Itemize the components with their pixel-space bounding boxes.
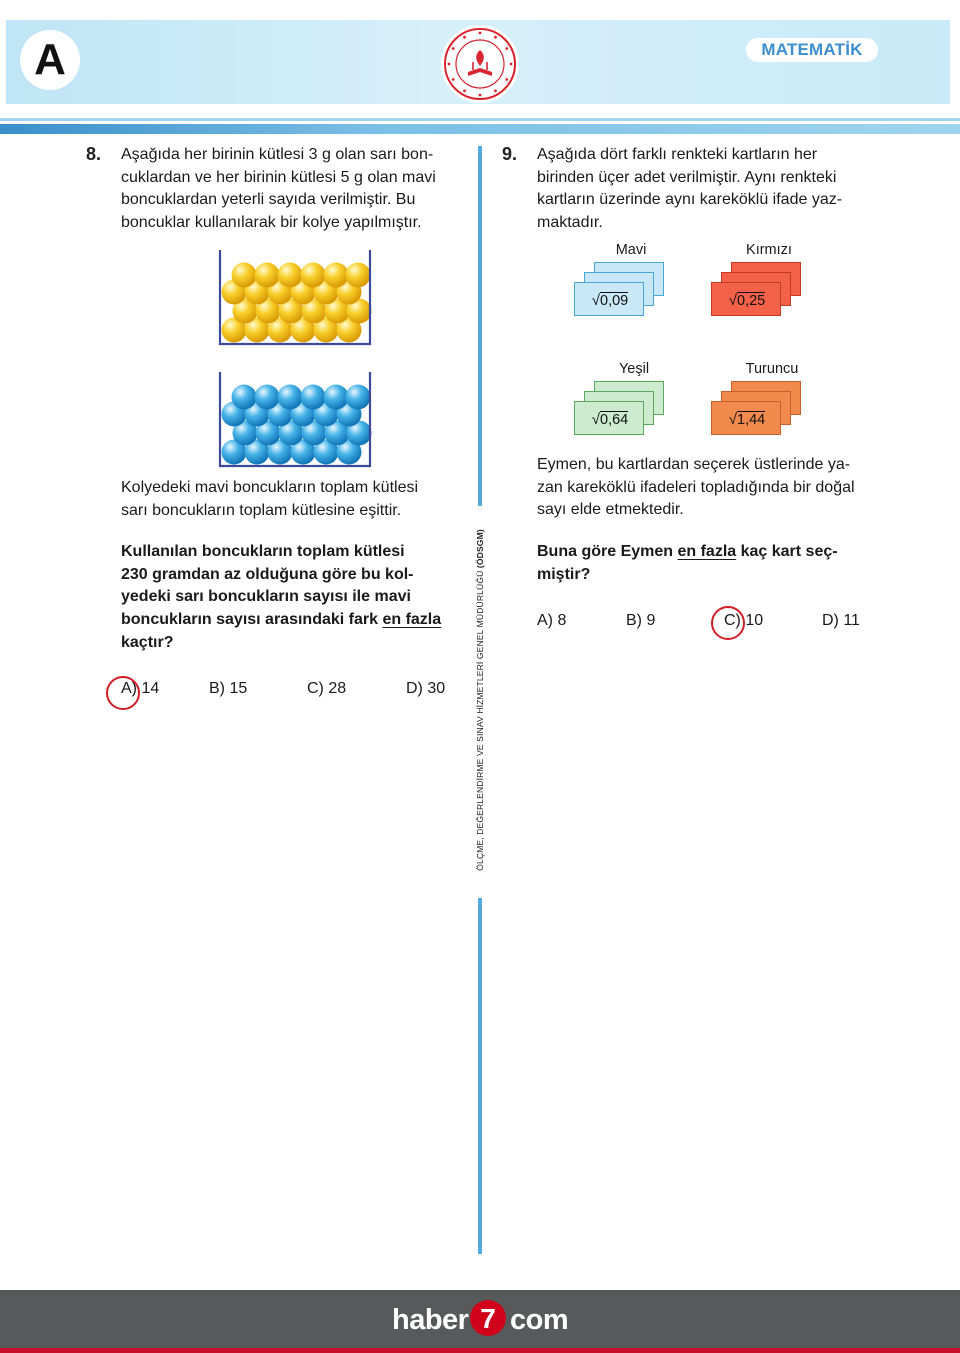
question-9-intro-line: Aşağıda dört farklı renkteki kartların her (537, 146, 818, 163)
question-8-intro-line: boncuklar kullanılarak bir kolye yapılmıştır. (121, 214, 422, 232)
question-9-option-d[interactable]: D) 11 (822, 612, 860, 629)
question-9-prompt-text: kaç kart seç- (736, 543, 838, 560)
question-8-number: 8. (86, 144, 102, 164)
question-8-statement-line: Kolyedeki mavi boncukların toplam kütlesi (121, 479, 419, 496)
blue-bead (232, 385, 257, 410)
question-8-prompt-line: Kullanılan boncukların toplam kütlesi (121, 543, 405, 560)
card-value (712, 402, 782, 436)
yellow-bead (255, 263, 280, 288)
blue-beads-jar (214, 370, 374, 470)
card-value (575, 402, 645, 436)
card-stack-blue (574, 262, 666, 318)
header-line (0, 118, 960, 121)
question-9-option-a[interactable]: A) 8 (537, 612, 567, 629)
square-root-icon: √ (728, 291, 737, 309)
card (711, 282, 781, 316)
question-9-intro (537, 144, 887, 235)
question-9-intro-line: birinden üçer adet verilmiştir. Aynı renkteki (537, 168, 837, 186)
yellow-bead (346, 263, 371, 288)
question-9-option-b[interactable]: B) 9 (626, 612, 656, 629)
meb-seal-icon (440, 24, 520, 104)
yellow-bead (278, 263, 303, 288)
question-8-option-a[interactable]: A) 14 (121, 680, 160, 697)
page-header (0, 0, 960, 134)
brand-text-left: haber (392, 1304, 469, 1336)
card-value (712, 283, 782, 317)
brand-text-right: com (510, 1304, 569, 1336)
card (574, 401, 644, 435)
question-9-intro-line: maktadır. (537, 214, 603, 232)
column-divider-top (478, 146, 482, 506)
card-stack-red (711, 262, 803, 318)
yellow-beads-jar (214, 248, 374, 348)
blue-bead (324, 385, 349, 410)
card-value (575, 283, 645, 317)
question-8-option-b[interactable]: B) 15 (209, 680, 248, 697)
question-8-intro-line: cuklardan ve her birinin kütlesi 5 g olan mavi (121, 168, 436, 186)
question-8-prompt-line (121, 609, 476, 632)
question-8-prompt-line: yedeki sarı boncukların sayısı ile mavi (121, 588, 411, 606)
card-label-blue: Mavi (615, 242, 647, 258)
card-radicand: 0,25 (737, 292, 766, 309)
square-root-icon: √ (728, 410, 737, 428)
question-8-emphasis: en fazla (382, 611, 442, 629)
question-9-prompt-line (537, 541, 897, 564)
card-label-red: Kırmızı (746, 242, 792, 258)
question-9-prompt-text: Buna göre Eymen (537, 543, 678, 560)
question-9-statement (537, 454, 897, 522)
blue-bead (278, 385, 303, 410)
yellow-bead (324, 263, 349, 288)
question-8-prompt-text: boncukların sayısı arasındaki fark (121, 611, 383, 629)
question-8-option-d[interactable]: D) 30 (406, 680, 446, 697)
square-root-icon: √ (591, 291, 600, 309)
card-stack-green (574, 381, 666, 437)
divider-text-main: ÖLÇME, DEĞERLENDİRME VE SINAV HİZMETLERİ GENEL MÜDÜRLÜĞÜ (475, 570, 485, 871)
question-8-statement-line: sarı boncukların toplam kütlesine eşittir. (121, 501, 402, 519)
question-9-statement-line: sayı elde etmektedir. (537, 501, 684, 519)
yellow-bead (232, 263, 257, 288)
question-8-option-c[interactable]: C) 28 (307, 680, 347, 697)
square-root-icon: √ (591, 410, 600, 428)
card-stack-orange (711, 381, 803, 437)
card (574, 282, 644, 316)
question-9-statement-line: Eymen, bu kartlardan seçerek üstlerinde ya- (537, 456, 851, 473)
card (711, 401, 781, 435)
divider-vertical-text (475, 529, 485, 871)
question-9-option-c[interactable]: C) 10 (724, 612, 764, 629)
card-radicand: 0,09 (600, 292, 629, 309)
card-label-orange: Turuncu (745, 361, 799, 377)
question-9-prompt-line: miştir? (537, 565, 591, 583)
yellow-bead (301, 263, 326, 288)
question-8-prompt (121, 541, 476, 655)
question-8-prompt-line: 230 gramdan az olduğuna göre bu kol- (121, 565, 414, 583)
answer-circle-mark (711, 606, 745, 640)
column-divider-bottom (478, 898, 482, 1254)
question-8-statement (121, 477, 471, 522)
footer-red-line (0, 1348, 960, 1353)
question-8-intro (121, 144, 471, 235)
booklet-type-badge: A (20, 30, 80, 90)
question-9-emphasis: en fazla (677, 543, 737, 560)
question-9-number: 9. (502, 144, 518, 164)
card-label-green: Yeşil (618, 361, 650, 377)
answer-circle-mark (106, 676, 140, 710)
card-radicand: 0,64 (600, 411, 629, 428)
question-9-statement-line: zan kareköklü ifadeleri topladığında bir doğal (537, 478, 855, 496)
header-strip (0, 124, 960, 134)
divider-text-abbr: (ÖDSGM) (475, 529, 485, 569)
question-8-intro-line: boncuklardan yeterli sayıda verilmiştir. Bu (121, 191, 416, 209)
subject-tag: MATEMATİK (746, 38, 878, 62)
brand-number-badge: 7 (470, 1300, 506, 1336)
question-9-intro-line: kartların üzerinde aynı kareköklü ifade yaz- (537, 191, 843, 209)
card-radicand: 1,44 (737, 411, 766, 428)
blue-bead (346, 385, 371, 410)
blue-bead (301, 385, 326, 410)
question-8-prompt-line: kaçtır? (121, 633, 174, 651)
blue-bead (255, 385, 280, 410)
question-8-intro-line: Aşağıda her birinin kütlesi 3 g olan sarı bon- (121, 146, 434, 163)
question-9-prompt (537, 541, 897, 586)
